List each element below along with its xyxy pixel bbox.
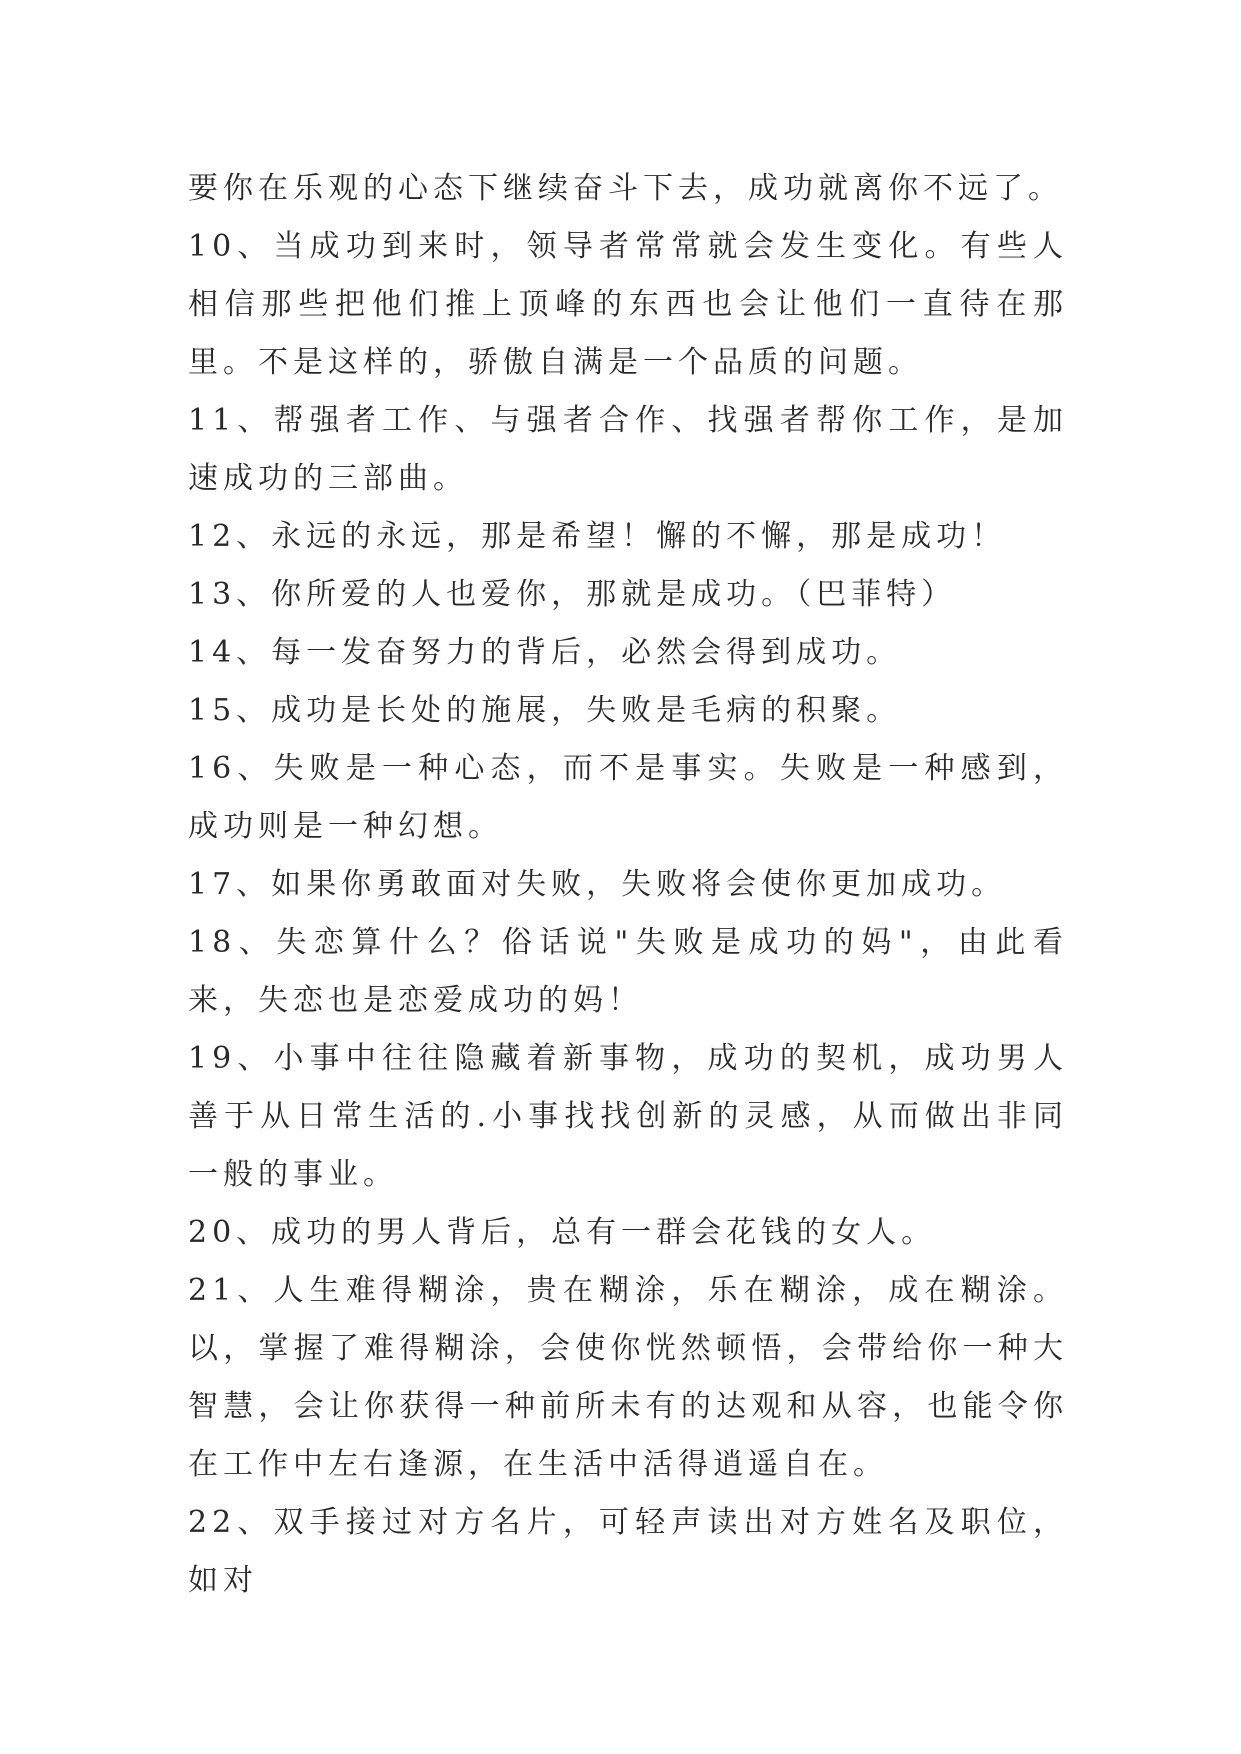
paragraph-item-19: 19、小事中往往隐藏着新事物，成功的契机，成功男人善于从日常生活的.小事找找创新的灵感，从而做出非同一般的事业。: [188, 1041, 1068, 1192]
paragraph-item-11: 11、帮强者工作、与强者合作、找强者帮你工作，是加速成功的三部曲。: [188, 403, 1068, 496]
paragraph-item-14: 14、每一发奋努力的背后，必然会得到成功。: [188, 635, 902, 670]
paragraph-item-13: 13、你所爱的人也爱你，那就是成功。（巴菲特）: [188, 577, 957, 612]
paragraph-item-22: 22、双手接过对方名片，可轻声读出对方姓名及职位，如对: [188, 1505, 1068, 1598]
paragraph-item-16: 16、失败是一种心态，而不是事实。失败是一种感到，成功则是一种幻想。: [188, 751, 1068, 844]
paragraph-item-20: 20、成功的男人背后，总有一群会花钱的女人。: [188, 1215, 937, 1250]
paragraph-item-18: 18、失恋算什么？俗话说"失败是成功的妈"，由此看来，失恋也是恋爱成功的妈！: [188, 925, 1068, 1018]
paragraph-item-15: 15、成功是长处的施展，失败是毛病的积聚。: [188, 693, 902, 728]
paragraph-continuation: 要你在乐观的心态下继续奋斗下去，成功就离你不远了。: [188, 171, 1063, 206]
document-body: [188, 160, 1068, 1610]
paragraph-item-21: 21、人生难得糊涂，贵在糊涂，乐在糊涂，成在糊涂。以，掌握了难得糊涂，会使你恍然顿悟，会带给你一种大智慧，会让你获得一种前所未有的达观和从容，也能令你在工作中左右逢源，在生活中活得逍遥自在。: [188, 1273, 1068, 1482]
paragraph-item-17: 17、如果你勇敢面对失败，失败将会使你更加成功。: [188, 867, 1007, 902]
paragraph-item-10: 10、当成功到来时，领导者常常就会发生变化。有些人相信那些把他们推上顶峰的东西也会让他们一直待在那里。不是这样的，骄傲自满是一个品质的问题。: [188, 229, 1068, 380]
paragraph-item-12: 12、永远的永远，那是希望！懈的不懈，那是成功！: [188, 519, 1007, 554]
